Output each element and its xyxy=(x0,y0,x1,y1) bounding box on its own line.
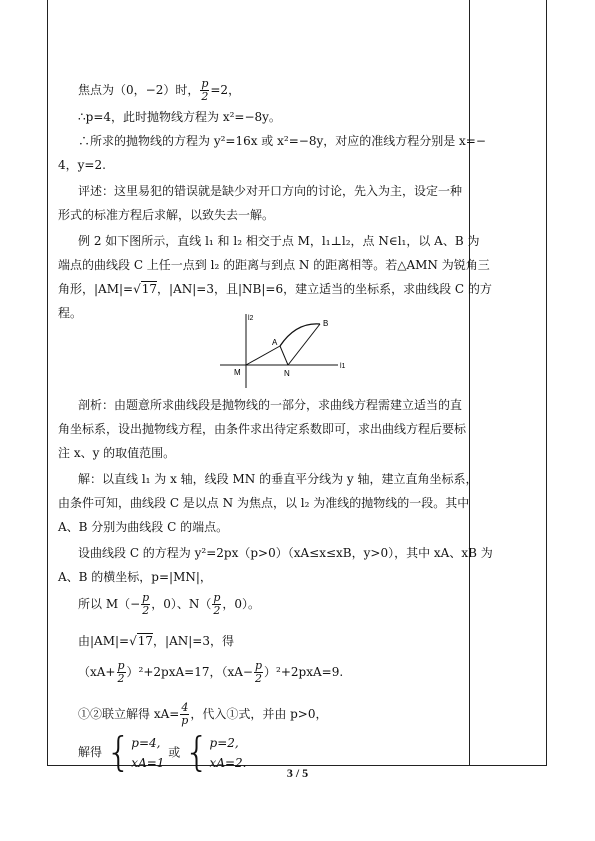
text-line: ∴所求的抛物线的方程为 y²=16x 或 x²=−8y，对应的准线方程分别是 x=− xyxy=(78,134,486,148)
text-line: 端点的曲线段 C 上任一点到 l₂ 的距离与到点 N 的距离相等。若△AMN 为锐角三 xyxy=(58,258,490,272)
segment-AN xyxy=(280,346,288,365)
curve-C xyxy=(280,324,320,346)
text-line: 由|AM|=√17，|AN|=3，得 xyxy=(78,634,234,648)
text-line xyxy=(78,78,240,103)
text-line: 形式的标准方程后求解，以致失去一解。 xyxy=(58,208,275,222)
text-line: 由条件可知，曲线段 C 是以点 N 为焦点，以 l₂ 为准线的抛物线的一段。其中 xyxy=(58,496,470,510)
geometry-figure xyxy=(218,310,358,390)
text-line: 评述：这里易犯的错误就是缺少对开口方向的讨论，先入为主，设定一种 xyxy=(78,184,463,198)
table-border-middle xyxy=(469,0,470,766)
label-l2: l2 xyxy=(248,315,254,322)
text-line: 解：以直线 l₁ 为 x 轴，线段 MN 的垂直平分线为 y 轴，建立直角坐标系， xyxy=(78,472,478,486)
text-line: 所以 M（− $\frac{p}{2}$ ，0）、N（ $\frac{p}{2}$ ，0）。 xyxy=(78,591,261,617)
text: =2， xyxy=(210,83,241,97)
text-line: A、B 分别为曲线段 C 的端点。 xyxy=(58,520,229,534)
text-line: 剖析：由题意所求曲线段是抛物线的一部分，求曲线方程需建立适当的直 xyxy=(78,398,463,412)
text-line: 程。 xyxy=(58,306,83,320)
table-border-right xyxy=(546,0,547,766)
text: 焦点为（0，−2）时， xyxy=(78,83,200,97)
fraction: $\frac{p}{2}$ xyxy=(201,77,209,103)
text-line: （xA+ $\frac{p}{2}$ ）²+2pxA=17，（xA− $\frac{p}{2}$ ）²+2pxA=9. xyxy=(78,659,344,685)
label-M: M xyxy=(234,368,241,377)
text-line: 注 x、y 的取值范围。 xyxy=(58,446,176,460)
segment-NB xyxy=(288,324,320,365)
label-l1: l1 xyxy=(340,363,346,370)
text-line: 设曲线段 C 的方程为 y²=2px（p>0）（xA≤x≤xB，y>0），其中 xA、xB 为 xyxy=(78,546,493,560)
text-line: 角形，|AM|=√17，|AN|=3，且|NB|=6，建立适当的坐标系，求曲线段 C 的方 xyxy=(58,282,492,296)
text-line: 4，y=2. xyxy=(58,158,106,172)
text-line: 例 2 如下图所示，直线 l₁ 和 l₂ 相交于点 M，l₁⊥l₂，点 N∈l₁，以 A、B 为 xyxy=(78,234,480,248)
label-A: A xyxy=(272,338,278,347)
page-number: 3 / 5 xyxy=(286,766,309,780)
label-B: B xyxy=(323,319,329,328)
text-line: ∴p=4，此时抛物线方程为 x²=−8y。 xyxy=(78,110,281,124)
text-line: 角坐标系，设出抛物线方程，由条件求出待定系数即可，求出曲线方程后要标 xyxy=(58,422,467,436)
text-line: 解得 { p=4, xA=1 或 { p=2, xA=2. xyxy=(78,729,247,776)
text-line: A、B 的横坐标，p=|MN|， xyxy=(58,570,212,584)
segment-MA xyxy=(246,346,280,365)
label-N: N xyxy=(284,369,290,378)
text-line: ①②联立解得 xA= $\frac{4}{p}$ ，代入①式，并由 p>0， xyxy=(78,701,328,727)
table-border-left xyxy=(47,0,48,766)
